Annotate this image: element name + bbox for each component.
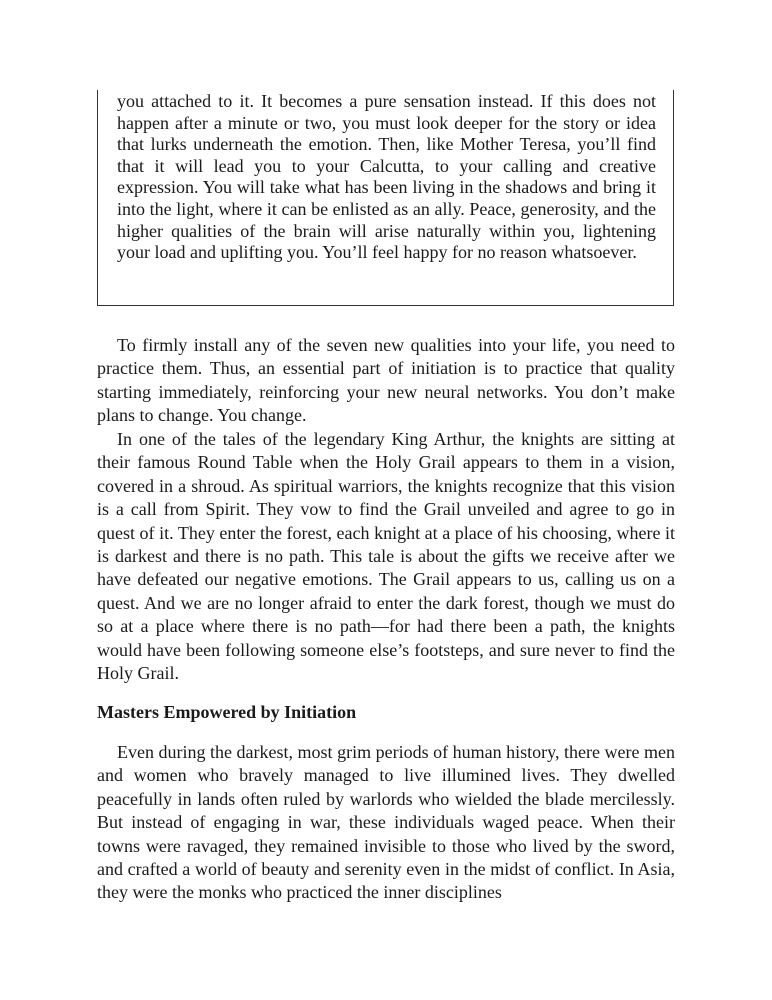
boxed-exercise — [97, 90, 674, 306]
section-heading: Masters Empowered by Initiation — [97, 702, 357, 722]
boxed-exercise-text: you attached to it. It becomes a pure sensation instead. If this does not happen after a minute or two, you must look deeper for the story or idea that lurks underneath the emotion. Then, like Mother Teresa, you’ll find that it will lead you to your Calcutta, to your calling and creative expression. You will take what has been living in the shadows and bring it into the light, where it can be enlisted as an ally. Peace, generosity, and the higher qualities of the brain will arise naturally within you, lightening your load and uplifting you. You’ll feel happy for no reason whatsoever. — [117, 91, 656, 263]
body-paragraph-3: Even during the darkest, most grim periods of human history, there were men and women who bravely managed to live illumined lives. They dwelled peacefully in lands often ruled by warlords who wielded the blade mercilessly. But instead of engaging in war, these individuals waged peace. When their towns were ravaged, they remained invisible to those who lived by the sword, and crafted a world of beauty and serenity even in the midst of conflict. In Asia, they were the monks who practiced the inner disciplines — [97, 742, 675, 903]
body-paragraph-1: To firmly install any of the seven new qualities into your life, you need to practice them. Thus, an essential part of initiation is to practice that quality starting immediately, reinforcing your new neural networks. You don’t make plans to change. You change. — [97, 335, 675, 426]
body-paragraph-2: In one of the tales of the legendary King Arthur, the knights are sitting at their famous Round Table when the Holy Grail appears to them in a vision, covered in a shroud. As spiritual warriors, the knights recognize that this vision is a call from Spirit. They vow to find the Grail unveiled and agree to go in quest of it. They enter the forest, each knight at a place of his choosing, where it is darkest and there is no path. This tale is about the gifts we receive after we have defeated our negative emotions. The Grail appears to us, calling us on a quest. And we are no longer afraid to enter the dark forest, though we must do so at a place where there is no path—for had there been a path, the knights would have been following someone else’s footsteps, and sure never to find the Holy Grail. — [97, 429, 675, 684]
